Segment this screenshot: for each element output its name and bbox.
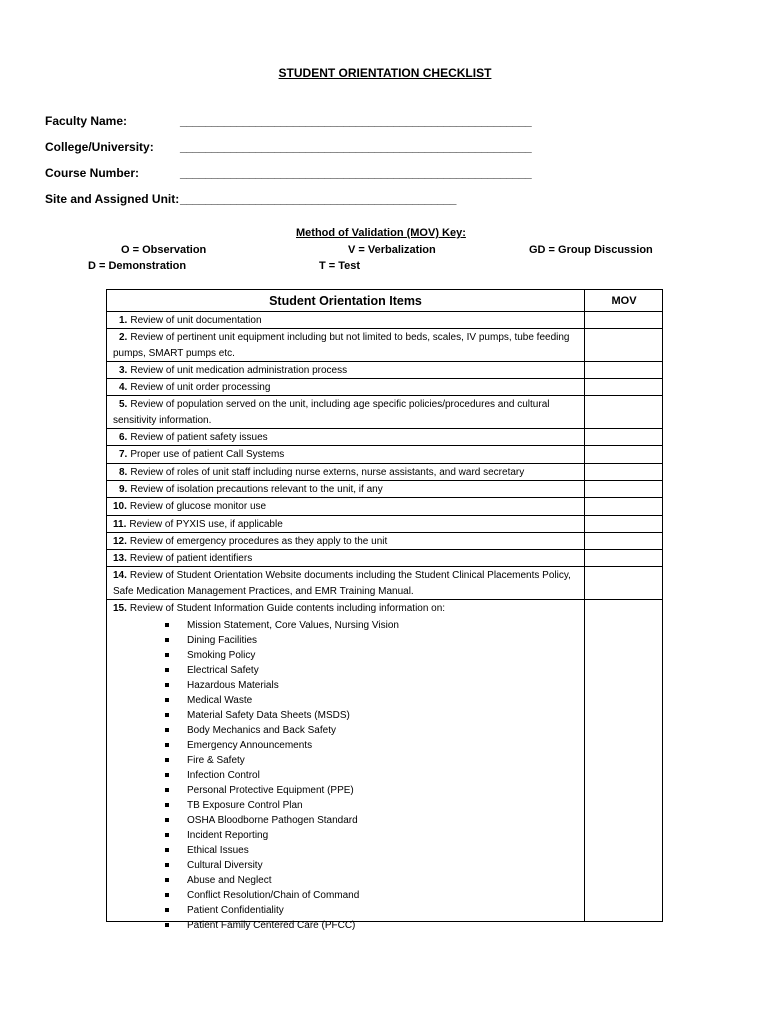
- table-rows: [107, 312, 662, 933]
- bullet-icon: [165, 683, 169, 687]
- bullet-icon: [165, 863, 169, 867]
- document-title: STUDENT ORIENTATION CHECKLIST: [278, 66, 492, 80]
- key-observation: O = Observation: [121, 244, 207, 256]
- row-number: 7.: [119, 449, 128, 461]
- bullet-icon: [165, 773, 169, 777]
- row-number: 13.: [113, 553, 127, 565]
- list-item: [113, 663, 580, 678]
- row-text: Review of emergency procedures as they apply to the unit: [129, 535, 388, 547]
- list-item: [113, 768, 580, 783]
- row-text: Review of isolation precautions relevant to the unit, if any: [130, 483, 383, 495]
- list-item: [113, 618, 580, 633]
- row-text: Review of patient identifiers: [129, 553, 253, 565]
- row-text: Review of population served on the unit, including age specific policies/procedures and cultural sensitivity information.: [113, 399, 550, 426]
- row-text: Review of Student Information Guide contents including information on:: [129, 603, 446, 615]
- key-demonstration: D = Demonstration: [88, 260, 187, 272]
- list-item: [113, 753, 580, 768]
- row-text: Review of pertinent unit equipment including but not limited to beds, scales, IV pumps, tube feeding pumps, SMART pumps etc.: [113, 332, 570, 359]
- bullet-icon: [165, 893, 169, 897]
- table-row: [107, 379, 662, 396]
- key-verbalization: V = Verbalization: [348, 244, 436, 256]
- table-row: [107, 550, 662, 567]
- list-item: [113, 708, 580, 723]
- bullet-icon: [165, 908, 169, 912]
- bullet-icon: [165, 788, 169, 792]
- bullet-icon: [165, 638, 169, 642]
- list-item-label: Body Mechanics and Back Safety: [187, 725, 336, 737]
- row-number: 8.: [119, 466, 128, 478]
- bullet-icon: [165, 713, 169, 717]
- list-item: [113, 678, 580, 693]
- faculty-name-line[interactable]: ________________________________________________________: [180, 114, 532, 128]
- bullet-icon: [165, 878, 169, 882]
- list-item: [113, 843, 580, 858]
- list-item: [113, 858, 580, 873]
- college-university-line[interactable]: ________________________________________________________: [180, 140, 532, 154]
- list-item-label: Electrical Safety: [187, 665, 259, 677]
- list-item-label: Incident Reporting: [187, 830, 269, 842]
- row-text: Review of unit order processing: [130, 382, 271, 394]
- row-number: 10.: [113, 501, 127, 513]
- row-text: Review of unit documentation: [130, 315, 262, 326]
- table-row: [107, 567, 662, 600]
- table-row: [107, 446, 662, 463]
- row-text: Proper use of patient Call Systems: [130, 449, 285, 461]
- list-item: [113, 783, 580, 798]
- row-number: 9.: [119, 483, 128, 495]
- list-item-label: Dining Facilities: [187, 635, 258, 647]
- key-test: T = Test: [319, 260, 361, 272]
- table-header-items: Student Orientation Items: [107, 290, 584, 312]
- list-item-label: Hazardous Materials: [187, 680, 279, 692]
- bullet-icon: [165, 833, 169, 837]
- list-item-label: OSHA Bloodborne Pathogen Standard: [187, 815, 358, 827]
- bullet-icon: [165, 803, 169, 807]
- list-item-label: Fire & Safety: [187, 755, 245, 767]
- college-university-label: College/University:: [45, 140, 154, 154]
- row-text: Review of roles of unit staff including nurse externs, nurse assistants, and ward secretary: [130, 466, 525, 478]
- bullet-icon: [165, 758, 169, 762]
- list-item-label: Personal Protective Equipment (PPE): [187, 785, 354, 797]
- mov-key-title: Method of Validation (MOV) Key:: [296, 227, 466, 239]
- table-row: [107, 464, 662, 481]
- row-number: 5.: [119, 399, 128, 411]
- bullet-icon: [165, 623, 169, 627]
- key-group-discussion: GD = Group Discussion: [529, 244, 653, 256]
- list-item: [113, 828, 580, 843]
- list-item: [113, 738, 580, 753]
- bullet-icon: [165, 653, 169, 657]
- row-number: 1.: [119, 315, 128, 326]
- site-unit-line[interactable]: ____________________________________________: [180, 192, 457, 206]
- list-item-label: Cultural Diversity: [187, 860, 263, 872]
- list-item-label: Smoking Policy: [187, 650, 256, 662]
- row-number: 4.: [119, 382, 128, 394]
- list-item: [113, 798, 580, 813]
- site-unit-label: Site and Assigned Unit:: [45, 192, 180, 206]
- row-number: 12.: [113, 535, 127, 547]
- course-number-label: Course Number:: [45, 166, 140, 180]
- row-number: 6.: [119, 432, 128, 444]
- bullet-icon: [165, 923, 169, 927]
- table-row: [107, 396, 662, 429]
- table-row: [107, 429, 662, 446]
- list-item: [113, 633, 580, 648]
- course-number-line[interactable]: ________________________________________________________: [180, 166, 532, 180]
- table-row: [107, 498, 662, 515]
- list-item: [113, 723, 580, 738]
- bullet-icon: [165, 743, 169, 747]
- table-header-mov: MOV: [585, 290, 663, 312]
- list-item: [113, 873, 580, 888]
- list-item-label: Patient Confidentiality: [187, 905, 284, 917]
- row-text: Review of Student Orientation Website documents including the Student Clinical Placements Policy, Safe Medication Management Practices, and EMR Training Manual.: [113, 570, 571, 597]
- row-number: 11.: [113, 518, 127, 530]
- bullet-icon: [165, 848, 169, 852]
- table-row: [107, 533, 662, 550]
- table-row: [107, 329, 662, 362]
- orientation-table: [106, 289, 663, 932]
- row-text: Review of unit medication administration process: [130, 364, 348, 376]
- row-text: Review of glucose monitor use: [129, 501, 267, 513]
- faculty-name-label: Faculty Name:: [45, 114, 128, 128]
- bullet-icon: [165, 728, 169, 732]
- list-item-label: Patient Family Centered Care (PFCC): [187, 920, 356, 932]
- bullet-icon: [165, 818, 169, 822]
- list-item-label: Medical Waste: [187, 695, 253, 707]
- table-row: [107, 312, 662, 329]
- list-item: [113, 813, 580, 828]
- table-row: [107, 481, 662, 498]
- list-item: [113, 918, 580, 933]
- row-number: 2.: [119, 332, 128, 344]
- list-item-label: Abuse and Neglect: [187, 875, 272, 887]
- list-item: [113, 888, 580, 903]
- row-number: 14.: [113, 570, 127, 582]
- list-item-label: Conflict Resolution/Chain of Command: [187, 890, 360, 902]
- bullet-icon: [165, 698, 169, 702]
- table-row: [107, 600, 662, 933]
- list-item-label: Infection Control: [187, 770, 260, 782]
- list-item: [113, 903, 580, 918]
- table-row: [107, 516, 662, 533]
- list-item-label: TB Exposure Control Plan: [187, 800, 303, 812]
- list-item-label: Emergency Announcements: [187, 740, 313, 752]
- row-number: 3.: [119, 364, 128, 376]
- table-row: [107, 362, 662, 379]
- list-item-label: Mission Statement, Core Values, Nursing Vision: [187, 620, 399, 632]
- list-item-label: Ethical Issues: [187, 845, 249, 857]
- guide-topics-list: [113, 618, 580, 933]
- list-item-label: Material Safety Data Sheets (MSDS): [187, 710, 350, 722]
- row-text: Review of patient safety issues: [130, 432, 268, 444]
- bullet-icon: [165, 668, 169, 672]
- row-text: Review of PYXIS use, if applicable: [129, 518, 283, 530]
- list-item: [113, 693, 580, 708]
- row-number: 15.: [113, 603, 127, 615]
- list-item: [113, 648, 580, 663]
